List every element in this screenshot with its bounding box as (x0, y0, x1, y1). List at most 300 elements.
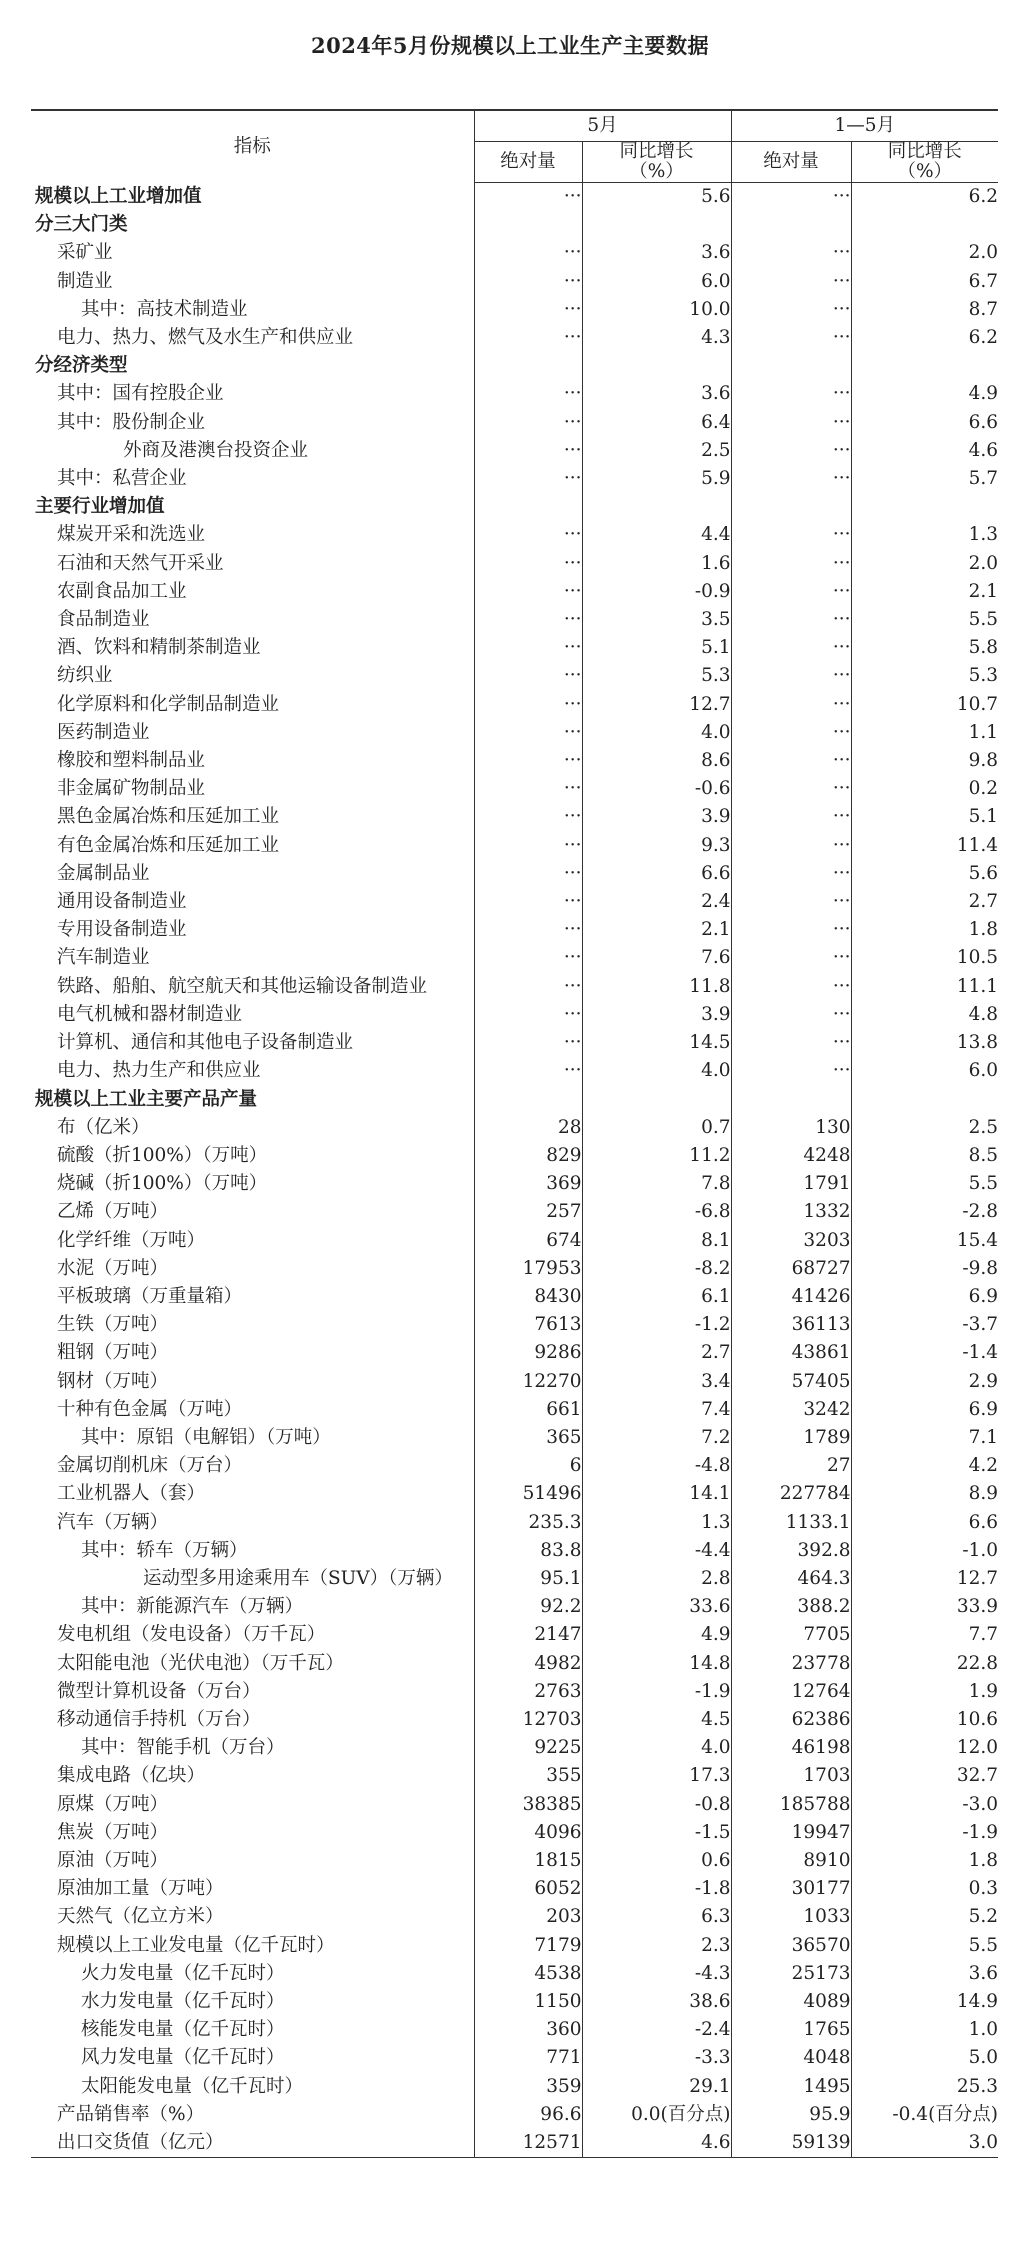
may-absolute-value: ··· (474, 437, 582, 465)
table-row (31, 1791, 998, 1819)
may-absolute-value: ··· (474, 268, 582, 296)
may-absolute-value: ··· (474, 832, 582, 860)
table-row (31, 550, 998, 578)
table-row (31, 691, 998, 719)
indicator-name: 其中：智能手机（万台） (81, 1737, 285, 1759)
indicator-name: 黑色金属冶炼和压延加工业 (57, 806, 280, 828)
jan-may-absolute-value: ··· (731, 521, 851, 549)
may-yoy-value: 14.8 (582, 1650, 731, 1678)
header-yoy-label: 同比增长 (619, 141, 694, 162)
jan-may-yoy-value: 6.9 (851, 1396, 998, 1424)
table-row (31, 1706, 998, 1734)
may-absolute-value: 92.2 (474, 1593, 582, 1621)
table-row (31, 1509, 998, 1537)
indicator-name: 专用设备制造业 (57, 919, 187, 941)
jan-may-yoy-value: 6.6 (851, 409, 998, 437)
indicator-name: 橡胶和塑料制品业 (57, 750, 206, 772)
may-absolute-value: 2147 (474, 1621, 582, 1649)
table-row (31, 1283, 998, 1311)
may-yoy-value: 5.3 (582, 662, 731, 690)
may-absolute-value: ··· (474, 578, 582, 606)
table-row (31, 1932, 998, 1960)
indicator-name: 生铁（万吨） (57, 1314, 169, 1336)
table-row (31, 1565, 998, 1593)
may-absolute-value: 8430 (474, 1283, 582, 1311)
may-yoy-value: 2.1 (582, 916, 731, 944)
table-row (31, 211, 998, 239)
indicator-name: 太阳能发电量（亿千瓦时） (81, 2075, 304, 2097)
may-absolute-value: 51496 (474, 1480, 582, 1508)
table-row (31, 1819, 998, 1847)
jan-may-absolute-value: ··· (731, 268, 851, 296)
may-yoy-value: -4.4 (582, 1537, 731, 1565)
indicator-name: 原煤（万吨） (57, 1793, 169, 1815)
table-row (31, 1960, 998, 1988)
header-period-jan-may: 1—5月 (731, 110, 998, 142)
indicator-name: 电力、热力、燃气及水生产和供应业 (57, 327, 354, 349)
jan-may-yoy-value: 9.8 (851, 747, 998, 775)
may-yoy-value (582, 1086, 731, 1114)
indicator-name: 电气机械和器材制造业 (57, 1003, 243, 1025)
may-absolute-value: 829 (474, 1142, 582, 1170)
jan-may-absolute-value: 1765 (731, 2016, 851, 2044)
may-absolute-value: ··· (474, 606, 582, 634)
may-absolute-value: ··· (474, 662, 582, 690)
may-yoy-value: 3.4 (582, 1368, 731, 1396)
may-absolute-value: 7613 (474, 1311, 582, 1339)
may-yoy-value: -6.8 (582, 1198, 731, 1226)
section-heading: 分经济类型 (35, 355, 128, 377)
jan-may-absolute-value: ··· (731, 239, 851, 267)
jan-may-yoy-value (851, 1086, 998, 1114)
may-yoy-value: -1.5 (582, 1819, 731, 1847)
table-row (31, 493, 998, 521)
jan-may-absolute-value: 7705 (731, 1621, 851, 1649)
header-absolute-jan-may: 绝对量 (731, 142, 851, 183)
jan-may-yoy-value: -1.0 (851, 1537, 998, 1565)
jan-may-yoy-value: -9.8 (851, 1255, 998, 1283)
indicator-name: 微型计算机设备（万台） (57, 1680, 261, 1702)
indicator-name: 其中：股份制企业 (57, 411, 206, 433)
may-absolute-value: ··· (474, 747, 582, 775)
table-row (31, 1396, 998, 1424)
indicator-name: 计算机、通信和其他电子设备制造业 (57, 1032, 354, 1054)
may-absolute-value: 83.8 (474, 1537, 582, 1565)
jan-may-yoy-value: 14.9 (851, 1988, 998, 2016)
jan-may-yoy-value: 11.1 (851, 973, 998, 1001)
header-period-may: 5月 (474, 110, 731, 142)
jan-may-absolute-value: ··· (731, 719, 851, 747)
may-yoy-value: 3.5 (582, 606, 731, 634)
may-yoy-value: 10.0 (582, 296, 731, 324)
table-row (31, 352, 998, 380)
may-yoy-value: 17.3 (582, 1762, 731, 1790)
table-row (31, 2073, 998, 2101)
indicator-name: 其中：私营企业 (57, 468, 187, 490)
table-row (31, 2101, 998, 2129)
may-yoy-value: 0.6 (582, 1847, 731, 1875)
jan-may-yoy-value: 6.2 (851, 324, 998, 352)
may-yoy-value: 4.0 (582, 1057, 731, 1085)
jan-may-yoy-value: 5.2 (851, 1903, 998, 1931)
may-yoy-value: 5.9 (582, 465, 731, 493)
table-row (31, 437, 998, 465)
may-yoy-value: 3.9 (582, 803, 731, 831)
table-row (31, 1593, 998, 1621)
indicator-name: 出口交货值（亿元） (31, 2129, 474, 2158)
may-yoy-value: 2.4 (582, 888, 731, 916)
table-row (31, 296, 998, 324)
jan-may-yoy-value: 10.6 (851, 1706, 998, 1734)
jan-may-absolute-value: ··· (731, 662, 851, 690)
indicator-name: 水力发电量（亿千瓦时） (81, 1991, 285, 2012)
section-heading: 主要行业增加值 (35, 496, 165, 518)
jan-may-absolute-value: 59139 (731, 2129, 851, 2158)
jan-may-absolute-value: 1791 (731, 1170, 851, 1198)
jan-may-absolute-value: 57405 (731, 1368, 851, 1396)
jan-may-absolute-value: 185788 (731, 1791, 851, 1819)
jan-may-absolute-value: ··· (731, 324, 851, 352)
indicator-name: 采矿业 (57, 242, 113, 264)
jan-may-yoy-value: 11.4 (851, 832, 998, 860)
table-row (31, 1452, 998, 1480)
may-absolute-value: ··· (474, 409, 582, 437)
header-yoy-label: 同比增长 (887, 141, 962, 162)
jan-may-yoy-value: 1.0 (851, 2016, 998, 2044)
jan-may-yoy-value: 7.1 (851, 1424, 998, 1452)
jan-may-absolute-value: 1133.1 (731, 1509, 851, 1537)
statistics-table (31, 109, 998, 2158)
indicator-name: 煤炭开采和洗选业 (57, 524, 206, 546)
table-row (31, 2044, 998, 2072)
may-yoy-value: 4.3 (582, 324, 731, 352)
table-row (31, 606, 998, 634)
table-row (31, 634, 998, 662)
jan-may-absolute-value (731, 493, 851, 521)
indicator-name: 焦炭（万吨） (57, 1821, 169, 1843)
jan-may-yoy-value: 2.5 (851, 1114, 998, 1142)
may-absolute-value: 235.3 (474, 1509, 582, 1537)
may-yoy-value: 4.6 (582, 2129, 731, 2158)
may-yoy-value: 0.7 (582, 1114, 731, 1142)
may-yoy-value: 2.3 (582, 1932, 731, 1960)
table-row (31, 324, 998, 352)
jan-may-absolute-value: ··· (731, 465, 851, 493)
table-row (31, 1029, 998, 1057)
may-absolute-value: 4538 (474, 1960, 582, 1988)
jan-may-absolute-value: ··· (731, 860, 851, 888)
jan-may-absolute-value: 1703 (731, 1762, 851, 1790)
table-row (31, 1368, 998, 1396)
jan-may-yoy-value: -3.7 (851, 1311, 998, 1339)
indicator-name: 其中：国有控股企业 (57, 383, 224, 405)
may-absolute-value: ··· (474, 1029, 582, 1057)
indicator-name: 十种有色金属（万吨） (57, 1398, 243, 1420)
may-absolute-value: 359 (474, 2073, 582, 2101)
may-absolute-value: 661 (474, 1396, 582, 1424)
jan-may-yoy-value (851, 352, 998, 380)
jan-may-absolute-value: ··· (731, 183, 851, 212)
jan-may-absolute-value: 27 (731, 1452, 851, 1480)
jan-may-absolute-value: ··· (731, 550, 851, 578)
jan-may-absolute-value: 62386 (731, 1706, 851, 1734)
may-yoy-value: -4.8 (582, 1452, 731, 1480)
jan-may-absolute-value: 25173 (731, 1960, 851, 1988)
may-yoy-value: 4.0 (582, 1734, 731, 1762)
jan-may-yoy-value: 5.8 (851, 634, 998, 662)
may-absolute-value: 4982 (474, 1650, 582, 1678)
indicator-name: 其中：高技术制造业 (81, 298, 248, 320)
table-row (31, 2129, 998, 2158)
table-row (31, 944, 998, 972)
indicator-name: 产品销售率（%） (57, 2103, 205, 2125)
jan-may-absolute-value: 4048 (731, 2044, 851, 2072)
table-row (31, 916, 998, 944)
may-yoy-value: 3.9 (582, 1001, 731, 1029)
may-absolute-value: 7179 (474, 1932, 582, 1960)
table-row (31, 803, 998, 831)
may-absolute-value: 771 (474, 2044, 582, 2072)
jan-may-yoy-value: 1.9 (851, 1678, 998, 1706)
jan-may-yoy-value: 5.5 (851, 606, 998, 634)
table-row (31, 409, 998, 437)
indicator-name: 酒、饮料和精制茶制造业 (57, 637, 261, 659)
table-row (31, 747, 998, 775)
table-row (31, 973, 998, 1001)
indicator-name: 烧碱（折100%）（万吨） (57, 1173, 268, 1195)
may-yoy-value: 4.9 (582, 1621, 731, 1649)
jan-may-absolute-value (731, 352, 851, 380)
may-yoy-value: -1.2 (582, 1311, 731, 1339)
jan-may-absolute-value: ··· (731, 1029, 851, 1057)
header-absolute-may: 绝对量 (474, 142, 582, 183)
jan-may-yoy-value: 2.7 (851, 888, 998, 916)
jan-may-absolute-value: ··· (731, 380, 851, 408)
jan-may-absolute-value: 36570 (731, 1932, 851, 1960)
may-absolute-value: ··· (474, 860, 582, 888)
jan-may-absolute-value: ··· (731, 437, 851, 465)
jan-may-absolute-value: 41426 (731, 1283, 851, 1311)
table-row (31, 662, 998, 690)
may-absolute-value: ··· (474, 634, 582, 662)
may-yoy-value: 0.0(百分点) (582, 2101, 731, 2129)
jan-may-yoy-value: 1.1 (851, 719, 998, 747)
jan-may-absolute-value: ··· (731, 832, 851, 860)
may-absolute-value: ··· (474, 465, 582, 493)
table-row (31, 465, 998, 493)
may-absolute-value: ··· (474, 324, 582, 352)
may-absolute-value: ··· (474, 888, 582, 916)
header-yoy-jan-may (851, 142, 998, 183)
jan-may-yoy-value: 4.9 (851, 380, 998, 408)
may-yoy-value: 3.6 (582, 239, 731, 267)
table-row (31, 1170, 998, 1198)
jan-may-yoy-value: 10.5 (851, 944, 998, 972)
jan-may-absolute-value: 12764 (731, 1678, 851, 1706)
table-row (31, 1875, 998, 1903)
indicator-name: 其中：新能源汽车（万辆） (81, 1596, 304, 1618)
table-row (31, 268, 998, 296)
may-yoy-value: 14.1 (582, 1480, 731, 1508)
may-absolute-value: 17953 (474, 1255, 582, 1283)
table-row (31, 1255, 998, 1283)
may-yoy-value: 5.1 (582, 634, 731, 662)
may-absolute-value: 95.1 (474, 1565, 582, 1593)
jan-may-yoy-value: 8.5 (851, 1142, 998, 1170)
may-yoy-value: 29.1 (582, 2073, 731, 2101)
jan-may-yoy-value: 6.9 (851, 1283, 998, 1311)
may-yoy-value: 2.7 (582, 1339, 731, 1367)
indicator-name: 铁路、船舶、航空航天和其他运输设备制造业 (57, 975, 428, 997)
jan-may-absolute-value: 1495 (731, 2073, 851, 2101)
indicator-name: 发电机组（发电设备）（万千瓦） (57, 1624, 326, 1646)
may-absolute-value: ··· (474, 239, 582, 267)
jan-may-yoy-value: 12.0 (851, 1734, 998, 1762)
table-row (31, 1480, 998, 1508)
indicator-name: 核能发电量（亿千瓦时） (81, 2019, 285, 2041)
jan-may-absolute-value: ··· (731, 691, 851, 719)
may-absolute-value: ··· (474, 1057, 582, 1085)
jan-may-yoy-value: 8.7 (851, 296, 998, 324)
may-absolute-value: 1150 (474, 1988, 582, 2016)
table-row (31, 239, 998, 267)
may-absolute-value: 96.6 (474, 2101, 582, 2129)
indicator-name: 原油（万吨） (57, 1849, 169, 1871)
jan-may-yoy-value: -2.8 (851, 1198, 998, 1226)
jan-may-yoy-value: 5.0 (851, 2044, 998, 2072)
table-row (31, 775, 998, 803)
table-row (31, 1227, 998, 1255)
indicator-name: 金属制品业 (57, 862, 150, 884)
may-yoy-value: -2.4 (582, 2016, 731, 2044)
jan-may-absolute-value: 1332 (731, 1198, 851, 1226)
may-absolute-value: 12270 (474, 1368, 582, 1396)
may-absolute-value: 674 (474, 1227, 582, 1255)
may-absolute-value: 2763 (474, 1678, 582, 1706)
jan-may-yoy-value: 5.6 (851, 860, 998, 888)
may-yoy-value: 3.6 (582, 380, 731, 408)
jan-may-yoy-value: 22.8 (851, 1650, 998, 1678)
may-yoy-value (582, 211, 731, 239)
jan-may-yoy-value: 32.7 (851, 1762, 998, 1790)
may-absolute-value: ··· (474, 550, 582, 578)
indicator-name: 纺织业 (57, 665, 113, 687)
table-row (31, 1311, 998, 1339)
indicator-name: 风力发电量（亿千瓦时） (81, 2047, 285, 2069)
indicator-name: 汽车制造业 (57, 947, 150, 969)
table-row (31, 1537, 998, 1565)
table-row (31, 1621, 998, 1649)
table-row (31, 1988, 998, 2016)
jan-may-absolute-value: ··· (731, 888, 851, 916)
table-row (31, 860, 998, 888)
may-absolute-value: 6 (474, 1452, 582, 1480)
indicator-name: 食品制造业 (57, 609, 150, 631)
indicator-name: 原油加工量（万吨） (57, 1878, 224, 1900)
may-absolute-value: 6052 (474, 1875, 582, 1903)
may-yoy-value: 6.4 (582, 409, 731, 437)
indicator-name: 布（亿米） (57, 1116, 150, 1138)
jan-may-yoy-value: 2.9 (851, 1368, 998, 1396)
indicator-name: 金属切削机床（万台） (57, 1455, 243, 1477)
jan-may-yoy-value: 6.7 (851, 268, 998, 296)
may-absolute-value (474, 352, 582, 380)
jan-may-absolute-value: ··· (731, 775, 851, 803)
may-yoy-value: 4.4 (582, 521, 731, 549)
may-absolute-value: 1815 (474, 1847, 582, 1875)
jan-may-absolute-value: 30177 (731, 1875, 851, 1903)
indicator-name: 平板玻璃（万重量箱） (57, 1285, 243, 1307)
table-row (31, 1057, 998, 1085)
jan-may-absolute-value: 46198 (731, 1734, 851, 1762)
jan-may-yoy-value: -0.4(百分点) (851, 2101, 998, 2129)
may-yoy-value: 6.1 (582, 1283, 731, 1311)
may-yoy-value: -0.9 (582, 578, 731, 606)
indicator-name: 粗钢（万吨） (57, 1342, 169, 1364)
table-row (31, 1142, 998, 1170)
jan-may-absolute-value: ··· (731, 803, 851, 831)
jan-may-yoy-value: 2.1 (851, 578, 998, 606)
may-yoy-value: -4.3 (582, 1960, 731, 1988)
may-absolute-value: ··· (474, 1001, 582, 1029)
table-header (31, 110, 998, 183)
may-absolute-value: ··· (474, 521, 582, 549)
may-absolute-value: 12571 (474, 2129, 582, 2158)
page-title: 2024年5月份规模以上工业生产主要数据 (310, 33, 710, 58)
may-yoy-value: 9.3 (582, 832, 731, 860)
jan-may-absolute-value: 1789 (731, 1424, 851, 1452)
indicator-name: 太阳能电池（光伏电池）（万千瓦） (57, 1652, 344, 1674)
table-row (31, 1198, 998, 1226)
may-yoy-value: 11.2 (582, 1142, 731, 1170)
jan-may-yoy-value: 33.9 (851, 1593, 998, 1621)
table-row (31, 2016, 998, 2044)
table-row (31, 380, 998, 408)
jan-may-absolute-value (731, 211, 851, 239)
jan-may-absolute-value: 36113 (731, 1311, 851, 1339)
may-yoy-value: 8.6 (582, 747, 731, 775)
indicator-name: 其中：原铝（电解铝）（万吨） (81, 1426, 331, 1448)
indicator-name: 化学纤维（万吨） (57, 1229, 206, 1251)
indicator-name: 其中：轿车（万辆） (81, 1539, 248, 1561)
jan-may-yoy-value: 12.7 (851, 1565, 998, 1593)
table-row (31, 521, 998, 549)
may-yoy-value: 14.5 (582, 1029, 731, 1057)
jan-may-absolute-value: 23778 (731, 1650, 851, 1678)
jan-may-yoy-value: 1.8 (851, 916, 998, 944)
may-absolute-value: 9225 (474, 1734, 582, 1762)
may-yoy-value: 2.8 (582, 1565, 731, 1593)
jan-may-yoy-value: 6.2 (851, 183, 998, 212)
jan-may-absolute-value: ··· (731, 1057, 851, 1085)
indicator-name: 乙烯（万吨） (57, 1201, 169, 1223)
table-row (31, 1001, 998, 1029)
jan-may-yoy-value: 13.8 (851, 1029, 998, 1057)
jan-may-yoy-value: 5.5 (851, 1932, 998, 1960)
may-yoy-value: 7.2 (582, 1424, 731, 1452)
may-yoy-value: 7.6 (582, 944, 731, 972)
section-heading: 规模以上工业主要产品产量 (35, 1088, 258, 1110)
jan-may-absolute-value: 3242 (731, 1396, 851, 1424)
may-absolute-value: ··· (474, 380, 582, 408)
table-row (31, 719, 998, 747)
jan-may-yoy-value: 6.6 (851, 1509, 998, 1537)
may-absolute-value: 365 (474, 1424, 582, 1452)
header-indicator: 指标 (31, 110, 474, 183)
jan-may-absolute-value: ··· (731, 634, 851, 662)
jan-may-absolute-value: ··· (731, 409, 851, 437)
table-row (31, 1903, 998, 1931)
